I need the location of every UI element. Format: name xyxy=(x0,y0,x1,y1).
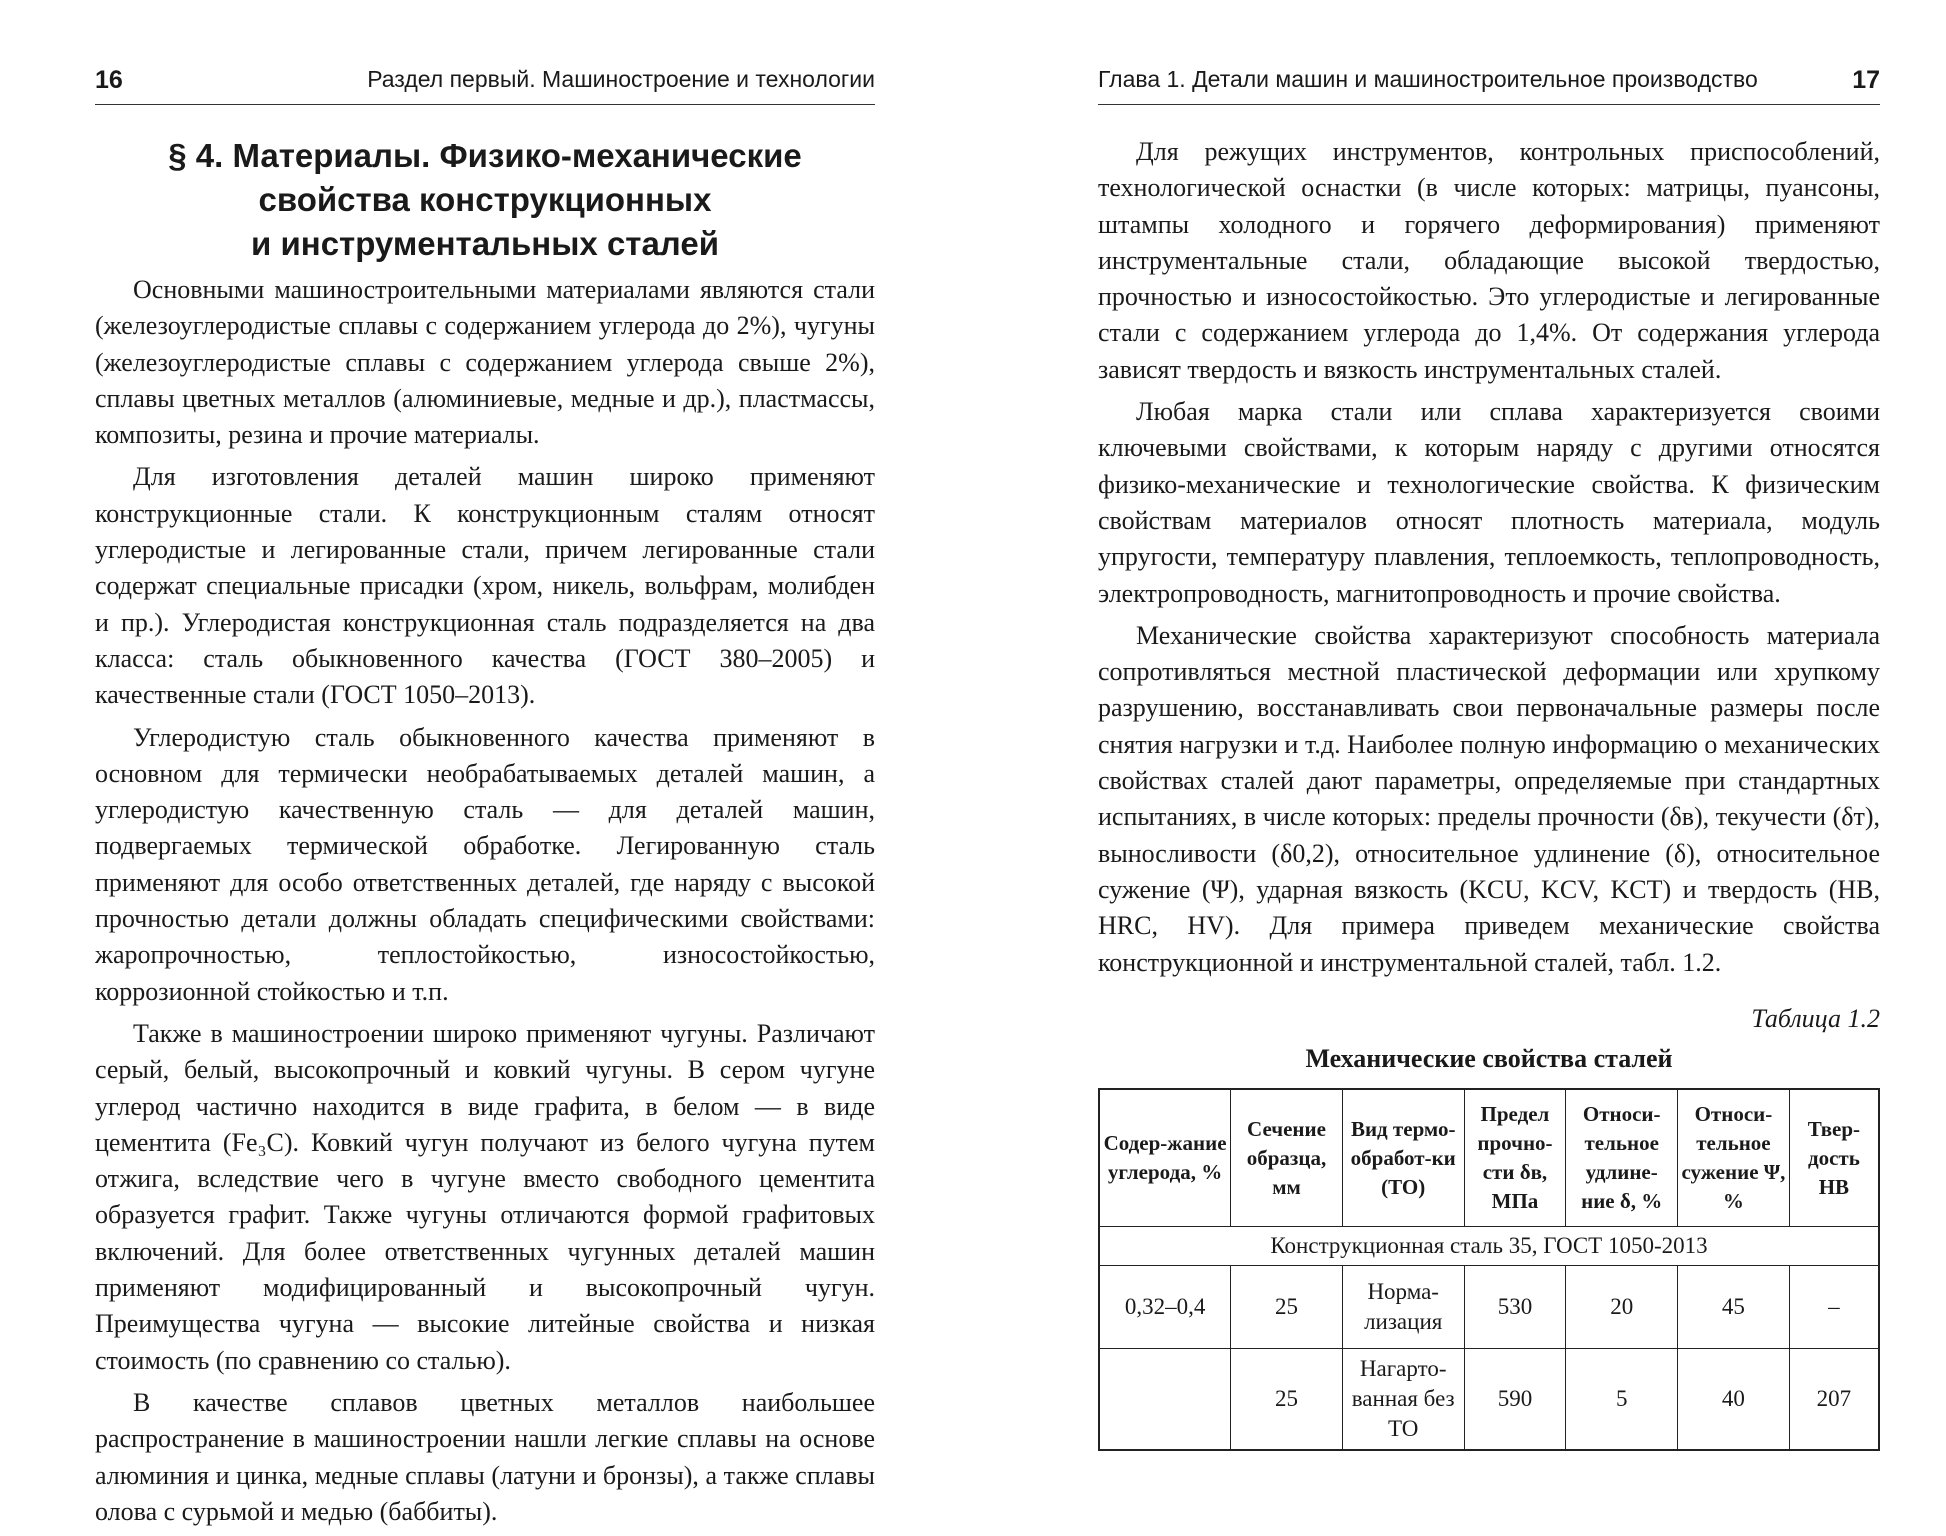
running-title-left: Раздел первый. Машиностроение и технологии xyxy=(367,66,875,92)
right-page xyxy=(1098,0,1880,1536)
table-cell: 20 xyxy=(1566,1266,1678,1349)
column-header: Сечение образца, мм xyxy=(1231,1089,1343,1227)
paragraph: Углеродистую сталь обыкновенного качества применяют в основном для термически необрабатываемых деталей машин, а углеродистую качественную сталь — для деталей машин, подвергаемых термической обработке. Легированную сталь применяют для особо ответственных деталей, где наряду с высокой прочностью детали должны обладать специфическими свойствами: жаропрочностью, теплостойкостью, износостойкостью, коррозионной стойкостью и т.п. xyxy=(95,722,875,1006)
paragraph: Любая марка стали или сплава характеризуется своими ключевыми свойствами, к которым наряду с другими относятся физико-механические и технологические свойства. К физическим свойствам материалов относят плотность материала, модуль упругости, температуру плавления, теплоемкость, теплопроводность, электропроводность, магнитопроводность и прочие свойства. xyxy=(1098,397,1880,608)
column-header: Вид термо-обработ-ки (ТО) xyxy=(1342,1089,1464,1227)
table-title: Механические свойства сталей xyxy=(1305,1044,1673,1073)
running-title-right: Глава 1. Детали машин и машиностроительное производство xyxy=(1098,66,1758,92)
paragraph: Основными машиностроительными материалами являются стали (железоуглеродистые сплавы с содержанием углерода до 2%), чугуны (железоуглеродистые сплавы с содержанием углерода свыше 2%), сплавы цветных металлов (алюминиевые, медные и др.), пластмассы, композиты, резина и прочие материалы. xyxy=(95,275,875,450)
column-header: Предел прочно-сти δв, МПа xyxy=(1464,1089,1566,1227)
mechanical-properties-table xyxy=(1098,1088,1880,1451)
right-body-text xyxy=(1098,134,1880,981)
running-head-left xyxy=(95,66,875,105)
paragraph: Для режущих инструментов, контрольных приспособлений, технологической оснастки (в числе которых: матрицы, пуансоны, штампы холодного и горячего деформирования) применяют инструментальные стали, обладающие высокой твердостью, прочностью и износостойкостью. Это углеродистые и легированные стали с содержанием углерода до 1,4%. От содержания углерода зависят твердость и вязкость инструментальных сталей. xyxy=(1098,137,1880,384)
paragraph: В качестве сплавов цветных металлов наибольшее распространение в машиностроении нашли легкие сплавы на основе алюминия и цинка, медные сплавы (латуни и бронзы), а также сплавы олова с сурьмой и медью (баббиты). xyxy=(95,1387,875,1526)
table-cell: Норма-лизация xyxy=(1342,1266,1464,1349)
column-header: Относи-тельное удлине-ние δ, % xyxy=(1566,1089,1678,1227)
section-title xyxy=(95,134,875,266)
page-number-left: 16 xyxy=(95,66,123,94)
column-header: Твер-дость НВ xyxy=(1789,1089,1879,1227)
left-page xyxy=(95,0,875,1536)
page-number-right: 17 xyxy=(1852,66,1880,94)
table-cell: 25 xyxy=(1231,1266,1343,1349)
table-cell: 590 xyxy=(1464,1349,1566,1451)
table-row xyxy=(1099,1349,1879,1451)
table-cell: – xyxy=(1789,1266,1879,1349)
table-cell: Нагарто-ванная без ТО xyxy=(1342,1349,1464,1451)
table-header-row xyxy=(1099,1089,1879,1227)
section-title-line: и инструментальных сталей xyxy=(251,225,719,262)
paragraph: Механические свойства характеризуют способность материала сопротивляться местной пластической деформации или хрупкому разрушению, восстанавливать свои первоначальные размеры после снятия нагрузки и т.д. Наиболее полную информацию о механических свойствах сталей дают параметры, определяемые при стандартных испытаниях, в числе которых: пределы прочности (δв), текучести (δт), выносливости (δ0,2), относительное удлинение (δ), относительное сужение (Ψ), ударная вязкость (KCU, KCV, KCT) и твердость (HB, HRC, HV). Для примера приведем механические свойства конструкционной и инструментальной сталей, табл. 1.2. xyxy=(1098,620,1880,977)
table-cell: 0,32–0,4 xyxy=(1099,1266,1231,1349)
column-header: Относи-тельное сужение Ψ, % xyxy=(1678,1089,1790,1227)
table-cell: 5 xyxy=(1566,1349,1678,1451)
table-row xyxy=(1099,1266,1879,1349)
table-cell: 40 xyxy=(1678,1349,1790,1451)
table-cell: 45 xyxy=(1678,1266,1790,1349)
table-cell xyxy=(1099,1349,1231,1451)
table-group-row xyxy=(1099,1227,1879,1266)
table-cell: 530 xyxy=(1464,1266,1566,1349)
table-cell: 25 xyxy=(1231,1349,1343,1451)
column-header: Содер-жание углерода, % xyxy=(1099,1089,1231,1227)
group-label: Конструкционная сталь 35, ГОСТ 1050-2013 xyxy=(1099,1227,1879,1266)
section-title-line: § 4. Материалы. Физико-механические xyxy=(168,137,802,174)
table-cell: 207 xyxy=(1789,1349,1879,1451)
running-head-right xyxy=(1098,66,1880,105)
paragraph: Для изготовления деталей машин широко применяют конструкционные стали. К конструкционным сталям относят углеродистые и легированные стали, причем легированные стали содержат специальные присадки (хром, никель, вольфрам, молибден и пр.). Углеродистая конструкционная сталь подразделяется на два класса: сталь обыкновенного качества (ГОСТ 380–2005) и качественные стали (ГОСТ 1050–2013). xyxy=(95,462,875,710)
left-body-text xyxy=(95,272,875,1530)
paragraph: Также в машиностроении широко применяют чугуны. Различают серый, белый, высокопрочный и ковкий чугуны. В сером чугуне углерод частично находится в виде графита, в белом — в виде цементита (Fe₃C). Ковкий чугун получают из белого чугуна путем отжига, вследствие чего в чугуне вместо свободного цементита образуется графит. Также чугуны отличаются формой графитовых включений. Для более ответственных чугунных деталей машин применяют модифицированный и высокопрочный чугун. Преимущества чугуна — высокие литейные свойства и низкая стоимость (по сравнению со сталью). xyxy=(95,1018,875,1375)
table-caption: Таблица 1.2 xyxy=(1751,1004,1880,1033)
section-title-line: свойства конструкционных xyxy=(258,181,712,218)
